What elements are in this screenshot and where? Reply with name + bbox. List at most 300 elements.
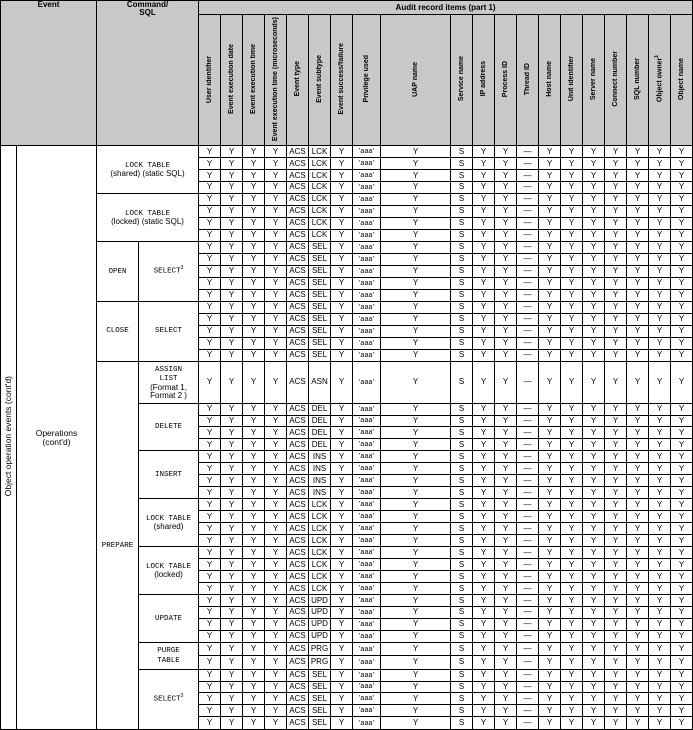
table-cell: Y bbox=[221, 170, 243, 182]
table-cell: Y bbox=[605, 583, 627, 595]
table-cell: ACS bbox=[287, 618, 309, 630]
table-cell: Y bbox=[243, 618, 265, 630]
table-cell: 'aaa' bbox=[353, 511, 381, 523]
column-header-label: Host name bbox=[546, 61, 554, 97]
table-cell: Y bbox=[649, 313, 671, 325]
table-cell: ACS bbox=[287, 487, 309, 499]
table-cell: Y bbox=[539, 571, 561, 583]
table-cell: Y bbox=[265, 265, 287, 277]
table-cell: Y bbox=[539, 265, 561, 277]
table-cell: Y bbox=[495, 325, 517, 337]
table-cell: 'aaa' bbox=[353, 607, 381, 619]
table-cell: Y bbox=[221, 451, 243, 463]
table-cell: Y bbox=[561, 403, 583, 415]
table-cell: Y bbox=[473, 451, 495, 463]
table-cell: Y bbox=[539, 475, 561, 487]
table-cell: Y bbox=[331, 547, 353, 559]
table-cell: Y bbox=[605, 669, 627, 681]
table-cell: — bbox=[517, 499, 539, 511]
table-cell: Y bbox=[199, 205, 221, 217]
table-cell: 'aaa' bbox=[353, 705, 381, 717]
table-cell: Y bbox=[649, 349, 671, 361]
table-cell: Y bbox=[605, 277, 627, 289]
table-cell: Y bbox=[473, 547, 495, 559]
subcommand-cell: ASSIGN LIST (Format 1, Format 2 ) bbox=[139, 361, 199, 403]
table-cell: Y bbox=[561, 535, 583, 547]
table-cell: Y bbox=[199, 693, 221, 705]
table-cell: Y bbox=[495, 217, 517, 229]
table-cell: — bbox=[517, 559, 539, 571]
table-cell: Y bbox=[539, 693, 561, 705]
table-cell: Y bbox=[649, 325, 671, 337]
subcommand-cell: PURGE TABLE bbox=[139, 642, 199, 669]
table-cell: Y bbox=[671, 439, 693, 451]
table-cell: Y bbox=[671, 146, 693, 158]
table-cell: Y bbox=[495, 158, 517, 170]
table-cell: Y bbox=[381, 451, 451, 463]
table-cell: Y bbox=[627, 487, 649, 499]
table-cell: Y bbox=[605, 403, 627, 415]
command-cell: LOCK TABLE (locked) (static SQL) bbox=[97, 193, 199, 241]
table-cell: Y bbox=[627, 535, 649, 547]
table-cell: 'aaa' bbox=[353, 499, 381, 511]
table-cell: LCK bbox=[309, 205, 331, 217]
table-cell: Y bbox=[561, 451, 583, 463]
table-cell: Y bbox=[495, 487, 517, 499]
table-cell: Y bbox=[649, 523, 671, 535]
table-cell: Y bbox=[605, 193, 627, 205]
table-cell: Y bbox=[539, 403, 561, 415]
table-cell: Y bbox=[649, 571, 671, 583]
table-cell: Y bbox=[199, 559, 221, 571]
table-cell: Y bbox=[331, 642, 353, 655]
table-cell: Y bbox=[539, 535, 561, 547]
table-cell: Y bbox=[583, 705, 605, 717]
table-cell: Y bbox=[199, 265, 221, 277]
column-header bbox=[309, 15, 331, 146]
table-cell: Y bbox=[649, 559, 671, 571]
column-header-label: Unit identifier bbox=[568, 56, 576, 102]
table-cell: Y bbox=[561, 669, 583, 681]
table-cell: Y bbox=[243, 499, 265, 511]
table-cell: LCK bbox=[309, 547, 331, 559]
table-cell: Y bbox=[199, 289, 221, 301]
table-cell: — bbox=[517, 170, 539, 182]
table-cell: S bbox=[451, 289, 473, 301]
table-cell: Y bbox=[583, 158, 605, 170]
table-cell: ACS bbox=[287, 301, 309, 313]
table-cell: Y bbox=[199, 717, 221, 730]
table-cell: — bbox=[517, 193, 539, 205]
table-cell: Y bbox=[627, 253, 649, 265]
table-cell: Y bbox=[473, 301, 495, 313]
table-cell: Y bbox=[671, 618, 693, 630]
table-cell: Y bbox=[649, 717, 671, 730]
table-cell: INS bbox=[309, 463, 331, 475]
column-header bbox=[517, 15, 539, 146]
table-cell: Y bbox=[473, 253, 495, 265]
table-cell: Y bbox=[473, 583, 495, 595]
table-cell: ASN bbox=[309, 361, 331, 403]
table-cell: ACS bbox=[287, 170, 309, 182]
table-cell: Y bbox=[221, 618, 243, 630]
table-cell: Y bbox=[583, 607, 605, 619]
table-cell: Y bbox=[381, 618, 451, 630]
table-cell: Y bbox=[583, 595, 605, 607]
table-cell: Y bbox=[265, 229, 287, 241]
table-cell: Y bbox=[583, 241, 605, 253]
table-cell: Y bbox=[561, 559, 583, 571]
header-event: Event bbox=[1, 1, 97, 146]
table-cell: LCK bbox=[309, 182, 331, 194]
table-cell: Y bbox=[561, 361, 583, 403]
table-cell: Y bbox=[649, 642, 671, 655]
table-cell: Y bbox=[199, 325, 221, 337]
subcommand-cell: DELETE bbox=[139, 403, 199, 451]
table-cell: S bbox=[451, 253, 473, 265]
column-header-label: Server name bbox=[590, 58, 598, 101]
table-cell: — bbox=[517, 415, 539, 427]
table-cell: Y bbox=[243, 337, 265, 349]
table-cell: ACS bbox=[287, 193, 309, 205]
table-cell: Y bbox=[495, 523, 517, 535]
table-cell: ACS bbox=[287, 265, 309, 277]
table-cell: Y bbox=[381, 595, 451, 607]
table-cell: Y bbox=[671, 170, 693, 182]
column-header-label: Object owner$^1$ bbox=[654, 55, 664, 103]
table-cell: Y bbox=[605, 361, 627, 403]
table-cell: Y bbox=[495, 642, 517, 655]
table-cell: Y bbox=[671, 475, 693, 487]
table-cell: Y bbox=[627, 241, 649, 253]
table-cell: S bbox=[451, 511, 473, 523]
table-cell: Y bbox=[561, 630, 583, 642]
table-cell: Y bbox=[495, 618, 517, 630]
table-cell: Y bbox=[243, 511, 265, 523]
table-cell: — bbox=[517, 451, 539, 463]
table-cell: Y bbox=[199, 427, 221, 439]
table-cell: Y bbox=[243, 349, 265, 361]
table-cell: Y bbox=[583, 301, 605, 313]
table-cell: Y bbox=[243, 361, 265, 403]
table-cell: Y bbox=[583, 630, 605, 642]
table-cell: ACS bbox=[287, 607, 309, 619]
table-cell: Y bbox=[539, 158, 561, 170]
table-cell: S bbox=[451, 535, 473, 547]
table-cell: Y bbox=[199, 217, 221, 229]
table-cell: 'aaa' bbox=[353, 693, 381, 705]
table-cell: Y bbox=[605, 717, 627, 730]
column-header bbox=[199, 15, 221, 146]
table-cell: S bbox=[451, 475, 473, 487]
table-cell: Y bbox=[627, 618, 649, 630]
column-header-label: User identifier bbox=[206, 55, 214, 103]
table-cell: Y bbox=[605, 559, 627, 571]
table-cell: Y bbox=[671, 325, 693, 337]
table-cell: SEL bbox=[309, 349, 331, 361]
table-cell: Y bbox=[649, 241, 671, 253]
table-cell: S bbox=[451, 642, 473, 655]
table-cell: ACS bbox=[287, 681, 309, 693]
table-cell: Y bbox=[561, 253, 583, 265]
table-row bbox=[1, 301, 693, 313]
table-cell: Y bbox=[473, 595, 495, 607]
table-cell: PRG bbox=[309, 642, 331, 655]
table-cell: SEL bbox=[309, 289, 331, 301]
table-cell: ACS bbox=[287, 277, 309, 289]
table-cell: ACS bbox=[287, 325, 309, 337]
column-header bbox=[451, 15, 473, 146]
table-cell: Y bbox=[671, 289, 693, 301]
table-cell: Y bbox=[495, 205, 517, 217]
table-cell: Y bbox=[605, 158, 627, 170]
table-cell: Y bbox=[221, 301, 243, 313]
table-cell: Y bbox=[561, 158, 583, 170]
table-cell: Y bbox=[583, 229, 605, 241]
table-cell: LCK bbox=[309, 170, 331, 182]
table-cell: Y bbox=[649, 146, 671, 158]
subcommand-cell: LOCK TABLE (locked) bbox=[139, 547, 199, 595]
table-cell: ACS bbox=[287, 451, 309, 463]
table-cell: Y bbox=[495, 463, 517, 475]
table-cell: S bbox=[451, 193, 473, 205]
table-cell: Y bbox=[199, 511, 221, 523]
table-cell: Y bbox=[381, 559, 451, 571]
table-cell: Y bbox=[561, 693, 583, 705]
table-cell: Y bbox=[605, 511, 627, 523]
table-cell: Y bbox=[473, 193, 495, 205]
table-cell: S bbox=[451, 487, 473, 499]
subcommand-cell: UPDATE bbox=[139, 595, 199, 643]
table-cell: Y bbox=[473, 229, 495, 241]
table-cell: Y bbox=[265, 642, 287, 655]
table-cell: Y bbox=[561, 463, 583, 475]
table-cell: Y bbox=[221, 535, 243, 547]
table-cell: Y bbox=[539, 289, 561, 301]
table-cell: Y bbox=[495, 229, 517, 241]
table-cell: Y bbox=[671, 415, 693, 427]
table-cell: Y bbox=[539, 229, 561, 241]
table-cell: S bbox=[451, 595, 473, 607]
table-cell: Y bbox=[331, 170, 353, 182]
table-cell: Y bbox=[583, 253, 605, 265]
table-cell: Y bbox=[331, 439, 353, 451]
table-cell: Y bbox=[265, 705, 287, 717]
column-header-label: Process ID bbox=[502, 60, 510, 98]
table-cell: UPD bbox=[309, 595, 331, 607]
table-cell: Y bbox=[265, 217, 287, 229]
table-cell: Y bbox=[265, 427, 287, 439]
table-cell: — bbox=[517, 717, 539, 730]
table-cell: Y bbox=[583, 349, 605, 361]
table-cell: Y bbox=[331, 463, 353, 475]
table-cell: Y bbox=[381, 487, 451, 499]
table-cell: Y bbox=[221, 325, 243, 337]
table-cell: Y bbox=[671, 427, 693, 439]
column-header bbox=[561, 15, 583, 146]
table-cell: Y bbox=[331, 403, 353, 415]
table-cell: Y bbox=[473, 170, 495, 182]
table-cell: Y bbox=[583, 681, 605, 693]
table-cell: 'aaa' bbox=[353, 681, 381, 693]
table-cell: Y bbox=[199, 451, 221, 463]
table-cell: Y bbox=[561, 277, 583, 289]
table-cell: — bbox=[517, 642, 539, 655]
table-cell: Y bbox=[539, 241, 561, 253]
column-header-label: Event type bbox=[294, 61, 302, 97]
table-cell: Y bbox=[265, 487, 287, 499]
table-cell: Y bbox=[561, 681, 583, 693]
table-cell: Y bbox=[605, 337, 627, 349]
table-cell: Y bbox=[381, 535, 451, 547]
table-cell: Y bbox=[561, 595, 583, 607]
table-cell: Y bbox=[583, 499, 605, 511]
table-cell: Y bbox=[495, 717, 517, 730]
table-cell: DEL bbox=[309, 403, 331, 415]
table-cell: Y bbox=[243, 289, 265, 301]
table-cell: Y bbox=[381, 427, 451, 439]
table-cell: Y bbox=[473, 499, 495, 511]
table-cell: Y bbox=[265, 439, 287, 451]
table-cell: Y bbox=[671, 693, 693, 705]
table-cell: Y bbox=[561, 607, 583, 619]
table-cell: Y bbox=[199, 182, 221, 194]
table-cell: Y bbox=[381, 415, 451, 427]
table-cell: Y bbox=[243, 595, 265, 607]
table-cell: 'aaa' bbox=[353, 595, 381, 607]
table-cell: Y bbox=[221, 475, 243, 487]
table-cell: Y bbox=[561, 427, 583, 439]
table-cell: UPD bbox=[309, 618, 331, 630]
table-cell: 'aaa' bbox=[353, 427, 381, 439]
table-cell: Y bbox=[561, 170, 583, 182]
table-cell: Y bbox=[331, 583, 353, 595]
table-row bbox=[1, 146, 693, 158]
table-cell: Y bbox=[199, 487, 221, 499]
table-cell: Y bbox=[539, 656, 561, 669]
column-header bbox=[583, 15, 605, 146]
table-cell: Y bbox=[221, 205, 243, 217]
table-cell: ACS bbox=[287, 571, 309, 583]
table-cell: — bbox=[517, 439, 539, 451]
table-cell: Y bbox=[221, 656, 243, 669]
table-cell: Y bbox=[199, 146, 221, 158]
table-cell: Y bbox=[199, 313, 221, 325]
table-cell: ACS bbox=[287, 511, 309, 523]
table-cell: — bbox=[517, 217, 539, 229]
subcommand-cell: SELECT$^3$ bbox=[139, 669, 199, 729]
table-cell: Y bbox=[265, 451, 287, 463]
table-cell: Y bbox=[265, 253, 287, 265]
table-cell: Y bbox=[539, 499, 561, 511]
table-cell: Y bbox=[605, 205, 627, 217]
table-cell: SEL bbox=[309, 241, 331, 253]
table-cell: Y bbox=[331, 265, 353, 277]
table-cell: Y bbox=[243, 265, 265, 277]
table-cell: Y bbox=[199, 523, 221, 535]
table-cell: — bbox=[517, 205, 539, 217]
table-cell: Y bbox=[561, 241, 583, 253]
table-cell: Y bbox=[605, 607, 627, 619]
table-cell: — bbox=[517, 547, 539, 559]
table-cell: Y bbox=[265, 403, 287, 415]
table-cell: Y bbox=[331, 217, 353, 229]
table-cell: Y bbox=[199, 642, 221, 655]
table-cell: Y bbox=[381, 463, 451, 475]
table-cell: — bbox=[517, 337, 539, 349]
table-cell: S bbox=[451, 451, 473, 463]
table-cell: Y bbox=[199, 241, 221, 253]
table-cell: Y bbox=[561, 289, 583, 301]
table-cell: Y bbox=[583, 205, 605, 217]
table-cell: Y bbox=[199, 547, 221, 559]
table-cell: Y bbox=[539, 595, 561, 607]
table-cell: Y bbox=[199, 535, 221, 547]
table-cell: Y bbox=[583, 182, 605, 194]
table-cell: Y bbox=[539, 301, 561, 313]
column-header-label: IP address bbox=[480, 61, 488, 97]
table-cell: Y bbox=[539, 205, 561, 217]
table-cell: Y bbox=[627, 170, 649, 182]
table-cell: Y bbox=[605, 475, 627, 487]
table-cell: Y bbox=[473, 313, 495, 325]
table-cell: ACS bbox=[287, 717, 309, 730]
table-cell: Y bbox=[671, 607, 693, 619]
table-cell: Y bbox=[495, 277, 517, 289]
table-cell: S bbox=[451, 547, 473, 559]
table-cell: Y bbox=[627, 511, 649, 523]
table-cell: Y bbox=[583, 717, 605, 730]
table-cell: Y bbox=[473, 349, 495, 361]
table-cell: 'aaa' bbox=[353, 337, 381, 349]
table-cell: LCK bbox=[309, 511, 331, 523]
table-cell: Y bbox=[649, 583, 671, 595]
table-cell: Y bbox=[583, 693, 605, 705]
table-cell: Y bbox=[199, 475, 221, 487]
table-cell: 'aaa' bbox=[353, 583, 381, 595]
table-cell: Y bbox=[583, 427, 605, 439]
table-cell: Y bbox=[221, 693, 243, 705]
table-cell: Y bbox=[221, 487, 243, 499]
table-cell: 'aaa' bbox=[353, 451, 381, 463]
table-cell: Y bbox=[671, 681, 693, 693]
table-cell: — bbox=[517, 693, 539, 705]
table-cell: Y bbox=[583, 547, 605, 559]
table-cell: Y bbox=[221, 193, 243, 205]
table-cell: — bbox=[517, 301, 539, 313]
table-cell: Y bbox=[473, 463, 495, 475]
column-header-label: Event subtype bbox=[316, 55, 324, 103]
table-cell: Y bbox=[671, 511, 693, 523]
table-cell: Y bbox=[265, 717, 287, 730]
table-cell: Y bbox=[671, 499, 693, 511]
table-cell: Y bbox=[627, 642, 649, 655]
table-cell: Y bbox=[561, 193, 583, 205]
table-cell: ACS bbox=[287, 595, 309, 607]
table-cell: S bbox=[451, 463, 473, 475]
table-cell: Y bbox=[221, 349, 243, 361]
table-cell: Y bbox=[331, 415, 353, 427]
table-row bbox=[1, 361, 693, 403]
table-cell: Y bbox=[495, 499, 517, 511]
table-cell: Y bbox=[605, 313, 627, 325]
table-cell: Y bbox=[649, 415, 671, 427]
table-cell: Y bbox=[627, 337, 649, 349]
table-cell: 'aaa' bbox=[353, 146, 381, 158]
table-cell: Y bbox=[671, 337, 693, 349]
table-cell: Y bbox=[561, 217, 583, 229]
table-cell: — bbox=[517, 681, 539, 693]
